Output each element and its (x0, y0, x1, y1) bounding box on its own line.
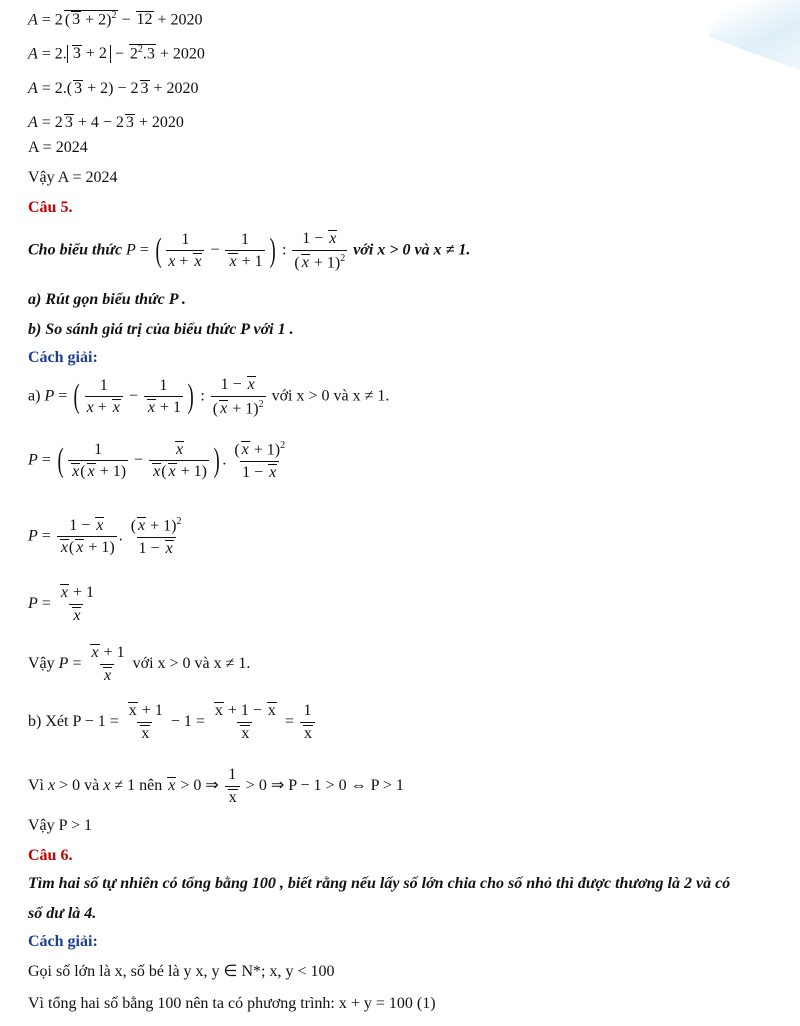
cau5-title: Câu 5. (28, 199, 73, 216)
cau5-vi-line: Vì x > 0 và x ≠ 1 nên x > 0 ⇒ $\frac{1}{x}$ > 0 ⇒ P − 1 > 0 ⇔ P > 1 (28, 766, 404, 806)
line-a3: A = 2.( 3 + 2) − 2 3 + 2020 (28, 80, 199, 97)
cau5-b-line: b) Xét P − 1 = $\frac{x + 1}{x}$ − 1 = $\frac{x + 1 - x}{x}$ = $\frac{1}{x}$ (28, 702, 317, 743)
cau5-vay-a: Vậy P = $\frac{x + 1}{x}$ với x > 0 và x ≠ 1. (28, 644, 251, 684)
cau5-conclusion: Vậy P > 1 (28, 817, 92, 834)
line-a1: A = 2 ( 3 + 2)$^2$ − 12 + 2020 (28, 10, 203, 29)
cau5-solution-title: Cách giải: (28, 349, 98, 366)
cau6-title: Câu 6. (28, 847, 73, 864)
cau5-step2: P = $\frac{1 - x}{x( x + 1)}$ . $\frac{( x + 1)^2}{1 - x}$ (28, 516, 182, 558)
cau5-a-line: a) P = ( $\frac{1}{x + x}$ − $\frac{1}{x + 1}$ ) : $\frac{1 - x}{( x + 1)^2}$ với x > 0 và x ≠ 1. (28, 376, 390, 418)
cau6-solution-title: Cách giải: (28, 933, 98, 950)
cau6-line1: Gọi số lớn là x, số bé là y x, y ∈ N*; x, y < 100 (28, 963, 335, 980)
line-a2: A = 2. $3 + 2 - 2^2.3 + 2020$ (28, 44, 205, 63)
cau5-problem: Cho biểu thức P = ( $\frac{1}{x + x}$ − $\frac{1}{x + 1}$ ) : $\frac{1 - x}{( x + 1)^2}$ với x > 0 và x ≠ 1. (28, 230, 471, 272)
cau6-problem-1: Tìm hai số tự nhiên có tổng bằng 100 , biết rằng nếu lấy số lớn chia cho số nhỏ thì được thương là 2 và có (28, 875, 731, 892)
line-a5: A = 2024 (28, 139, 88, 156)
cau5-step3: P = $\frac{x + 1}{x}$ (28, 584, 94, 624)
cau5-part-b: b) So sánh giá trị của biểu thức P với 1 . (28, 321, 294, 338)
line-vay-a: Vậy A = 2024 (28, 169, 118, 186)
cau5-step1: P = ( $\frac{1}{x( x + 1)}$ − $\frac{x}{x( x + 1)}$ ) . $\frac{( x + 1)^2}{1 - x}$ (28, 440, 286, 482)
decorative-corner (708, 0, 800, 78)
cau6-line2: Vì tổng hai số bằng 100 nên ta có phương trình: x + y = 100 (1) (28, 995, 436, 1012)
cau6-problem-2: số dư là 4. (28, 905, 97, 922)
cau5-part-a: a) Rút gọn biểu thức P . (28, 291, 186, 308)
line-a4: A = 2 3 + 4 − 2 3 + 2020 (28, 114, 184, 131)
